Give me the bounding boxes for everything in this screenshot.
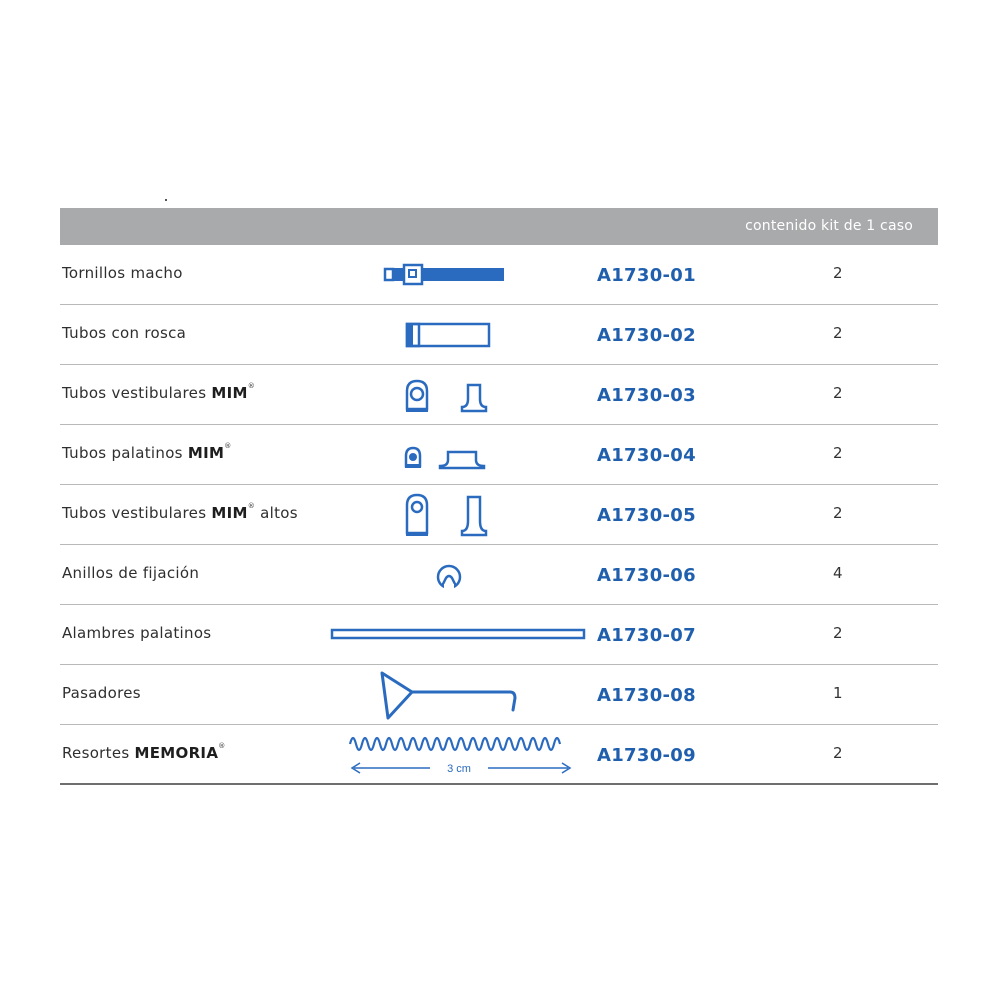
table-row bbox=[60, 605, 938, 665]
item-code: A1730-06 bbox=[597, 565, 696, 586]
threaded-tube-icon bbox=[403, 320, 493, 350]
item-code: A1730-05 bbox=[597, 505, 696, 526]
item-quantity: 2 bbox=[833, 384, 843, 402]
spring-scale-label: 3 cm bbox=[447, 763, 471, 775]
item-code: A1730-09 bbox=[597, 745, 696, 766]
item-quantity: 2 bbox=[833, 324, 843, 342]
item-quantity: 1 bbox=[833, 684, 843, 702]
item-name: Tubos con rosca bbox=[62, 324, 187, 342]
item-code: A1730-08 bbox=[597, 685, 696, 706]
item-quantity: 2 bbox=[833, 504, 843, 522]
item-name: Tornillos macho bbox=[62, 264, 183, 282]
item-name: Pasadores bbox=[62, 684, 141, 702]
item-name: Anillos de fijación bbox=[62, 564, 200, 582]
palatal-wire-icon bbox=[330, 627, 586, 641]
tall-vestibular-tube-icon bbox=[402, 491, 502, 539]
memory-spring-icon bbox=[346, 730, 576, 780]
table-row bbox=[60, 665, 938, 725]
table-row bbox=[60, 425, 938, 485]
item-code: A1730-03 bbox=[597, 385, 696, 406]
item-quantity: 4 bbox=[833, 564, 843, 582]
table-row bbox=[60, 305, 938, 365]
table-row bbox=[60, 725, 938, 785]
item-quantity: 2 bbox=[833, 264, 843, 282]
palatal-tube-icon bbox=[402, 442, 502, 472]
item-name: Resortes MEMORIA® bbox=[62, 742, 226, 762]
item-name: Tubos vestibulares MIM® bbox=[62, 382, 256, 402]
stray-dot bbox=[165, 199, 167, 201]
table-header bbox=[60, 208, 938, 245]
item-name: Tubos palatinos MIM® bbox=[62, 442, 232, 462]
item-name: Tubos vestibulares MIM® altos bbox=[62, 502, 298, 522]
item-quantity: 2 bbox=[833, 744, 843, 762]
table-row bbox=[60, 365, 938, 425]
item-quantity: 2 bbox=[833, 444, 843, 462]
item-quantity: 2 bbox=[833, 624, 843, 642]
header-title: contenido kit de 1 caso bbox=[745, 218, 913, 234]
item-code: A1730-02 bbox=[597, 325, 696, 346]
item-code: A1730-01 bbox=[597, 265, 696, 286]
table-row bbox=[60, 245, 938, 305]
pin-icon bbox=[378, 668, 518, 722]
fixation-ring-icon bbox=[434, 562, 464, 592]
vestibular-tube-icon bbox=[402, 377, 502, 415]
table-row bbox=[60, 545, 938, 605]
kit-contents-table bbox=[60, 208, 938, 785]
item-name: Alambres palatinos bbox=[62, 624, 212, 642]
item-code: A1730-04 bbox=[597, 445, 696, 466]
table-row bbox=[60, 485, 938, 545]
male-screw-icon bbox=[380, 259, 510, 289]
item-code: A1730-07 bbox=[597, 625, 696, 646]
